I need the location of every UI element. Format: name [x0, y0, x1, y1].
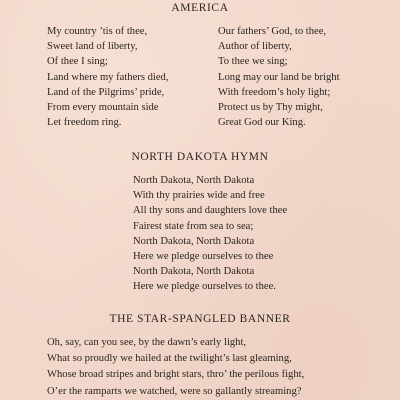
- america-verse-left: [47, 24, 169, 130]
- verse-line: Here we pledge ourselves to thee.: [133, 281, 276, 293]
- verse-line: Sweet land of liberty,: [47, 41, 138, 53]
- verse-line: Fairest state from sea to sea;: [133, 220, 254, 232]
- verse-line: All thy sons and daughters love thee: [133, 205, 288, 217]
- verse-line: With freedom’s holy light;: [218, 86, 331, 98]
- verse-line: Protect us by Thy might,: [218, 101, 323, 113]
- north-dakota-hymn-verse: [133, 173, 287, 295]
- verse-line: North Dakota, North Dakota: [133, 266, 255, 278]
- verse-line: North Dakota, North Dakota: [133, 175, 255, 186]
- verse-line: From every mountain side: [47, 101, 159, 113]
- verse-line: Author of liberty,: [218, 41, 292, 53]
- verse-line: Land where my fathers died,: [47, 71, 169, 83]
- america-title: AMERICA: [171, 2, 229, 14]
- verse-line: With thy prairies wide and free: [133, 190, 265, 202]
- verse-line: My country ’tis of thee,: [47, 26, 148, 37]
- verse-line: To thee we sing;: [218, 56, 288, 68]
- verse-line: Oh, say, can you see, by the dawn’s early light,: [47, 337, 247, 348]
- america-verse-right: [218, 24, 340, 130]
- verse-line: Here we pledge ourselves to thee: [133, 250, 274, 262]
- verse-line: Of thee I sing;: [47, 56, 108, 68]
- verse-line: Great God our King.: [218, 117, 306, 129]
- verse-line: North Dakota, North Dakota: [133, 235, 255, 247]
- verse-line: Land of the Pilgrims’ pride,: [47, 86, 165, 98]
- verse-line: What so proudly we hailed at the twilight’s last gleaming,: [47, 353, 292, 365]
- star-spangled-banner-verse: [47, 335, 304, 400]
- star-spangled-banner-title: THE STAR-SPANGLED BANNER: [109, 313, 291, 325]
- north-dakota-hymn-title: NORTH DAKOTA HYMN: [131, 151, 269, 163]
- verse-line: O’er the ramparts we watched, were so gallantly streaming?: [47, 385, 302, 397]
- verse-line: Our fathers’ God, to thee,: [218, 26, 327, 37]
- verse-line: Whose broad stripes and bright stars, thro’ the perilous fight,: [47, 369, 305, 381]
- verse-line: Long may our land be bright: [218, 71, 340, 83]
- verse-line: Let freedom ring.: [47, 117, 122, 129]
